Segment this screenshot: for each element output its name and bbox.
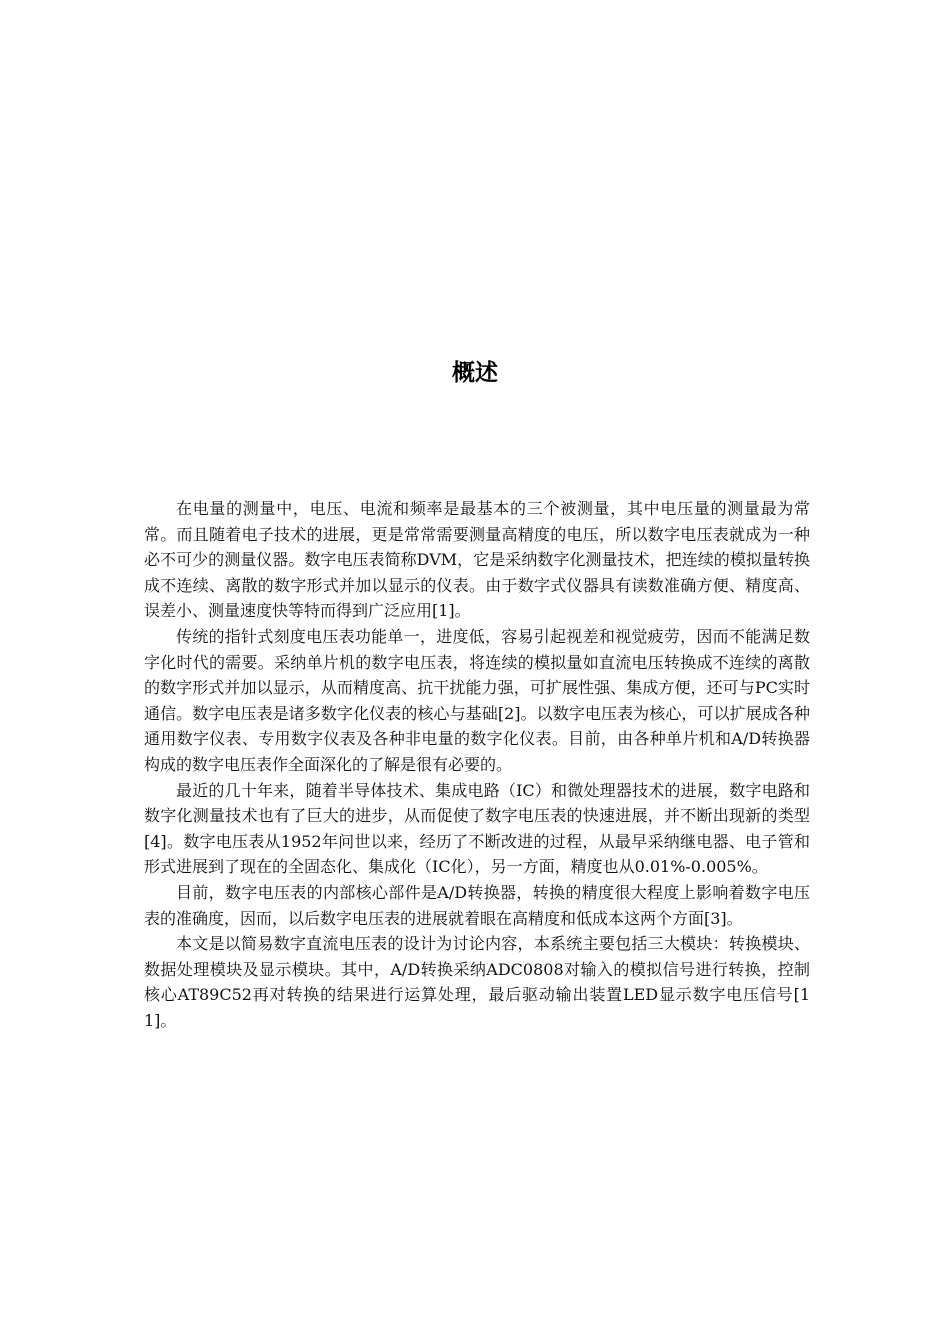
paragraph-intro: 在电量的测量中，电压、电流和频率是最基本的三个被测量，其中电压量的测量最为常常。而且随着电子技术的进展，更是常常需要测量高精度的电压，所以数字电压表就成为一种必不可少的测量仪器。数字电压表简称DVM，它是采纳数字化测量技术，把连续的模拟量转换成不连续、离散的数字形式并加以显示的仪表。由于数字式仪器具有读数准确方便、精度高、误差小、测量速度快等特而得到广泛应用[1]。 xyxy=(144,499,810,621)
body-text xyxy=(144,496,810,1033)
paragraph-system-overview: 本文是以简易数字直流电压表的设计为讨论内容，本系统主要包括三大模块：转换模块、数据处理模块及显示模块。其中，A/D转换采纳ADC0808对输入的模拟信号进行转换，控制核心AT89C52再对转换的结果进行运算处理，最后驱动输出装置LED显示数字电压信号[11]。 xyxy=(144,934,810,1030)
paragraph-traditional-meter: 传统的指针式刻度电压表功能单一，进度低，容易引起视差和视觉疲劳，因而不能满足数字化时代的需要。采纳单片机的数字电压表，将连续的模拟量如直流电压转换成不连续的离散的数字形式并加以显示，从而精度高、抗干扰能力强，可扩展性强、集成方便，还可与PC实时通信。数字电压表是诸多数字化仪表的核心与基础[2]。以数字电压表为核心，可以扩展成各种通用数字仪表、专用数字仪表及各种非电量的数字化仪表。目前，由各种单片机和A/D转换器构成的数字电压表作全面深化的了解是很有必要的。 xyxy=(144,626,810,774)
paragraph-history: 最近的几十年来，随着半导体技术、集成电路（IC）和微处理器技术的进展，数字电路和数字化测量技术也有了巨大的进步，从而促使了数字电压表的快速进展，并不断出现新的类型[4]。数字电压表从1952年问世以来，经历了不断改进的过程，从最早采纳继电器、电子管和形式进展到了现在的全固态化、集成化（IC化），另一方面，精度也从0.01%-0.005%。 xyxy=(144,780,810,877)
page-title: 概述 xyxy=(452,360,498,386)
paragraph-core-component: 目前，数字电压表的内部核心部件是A/D转换器，转换的精度很大程度上影响着数字电压表的准确度，因而，以后数字电压表的进展就着眼在高精度和低成本这两个方面[3]。 xyxy=(144,882,810,928)
